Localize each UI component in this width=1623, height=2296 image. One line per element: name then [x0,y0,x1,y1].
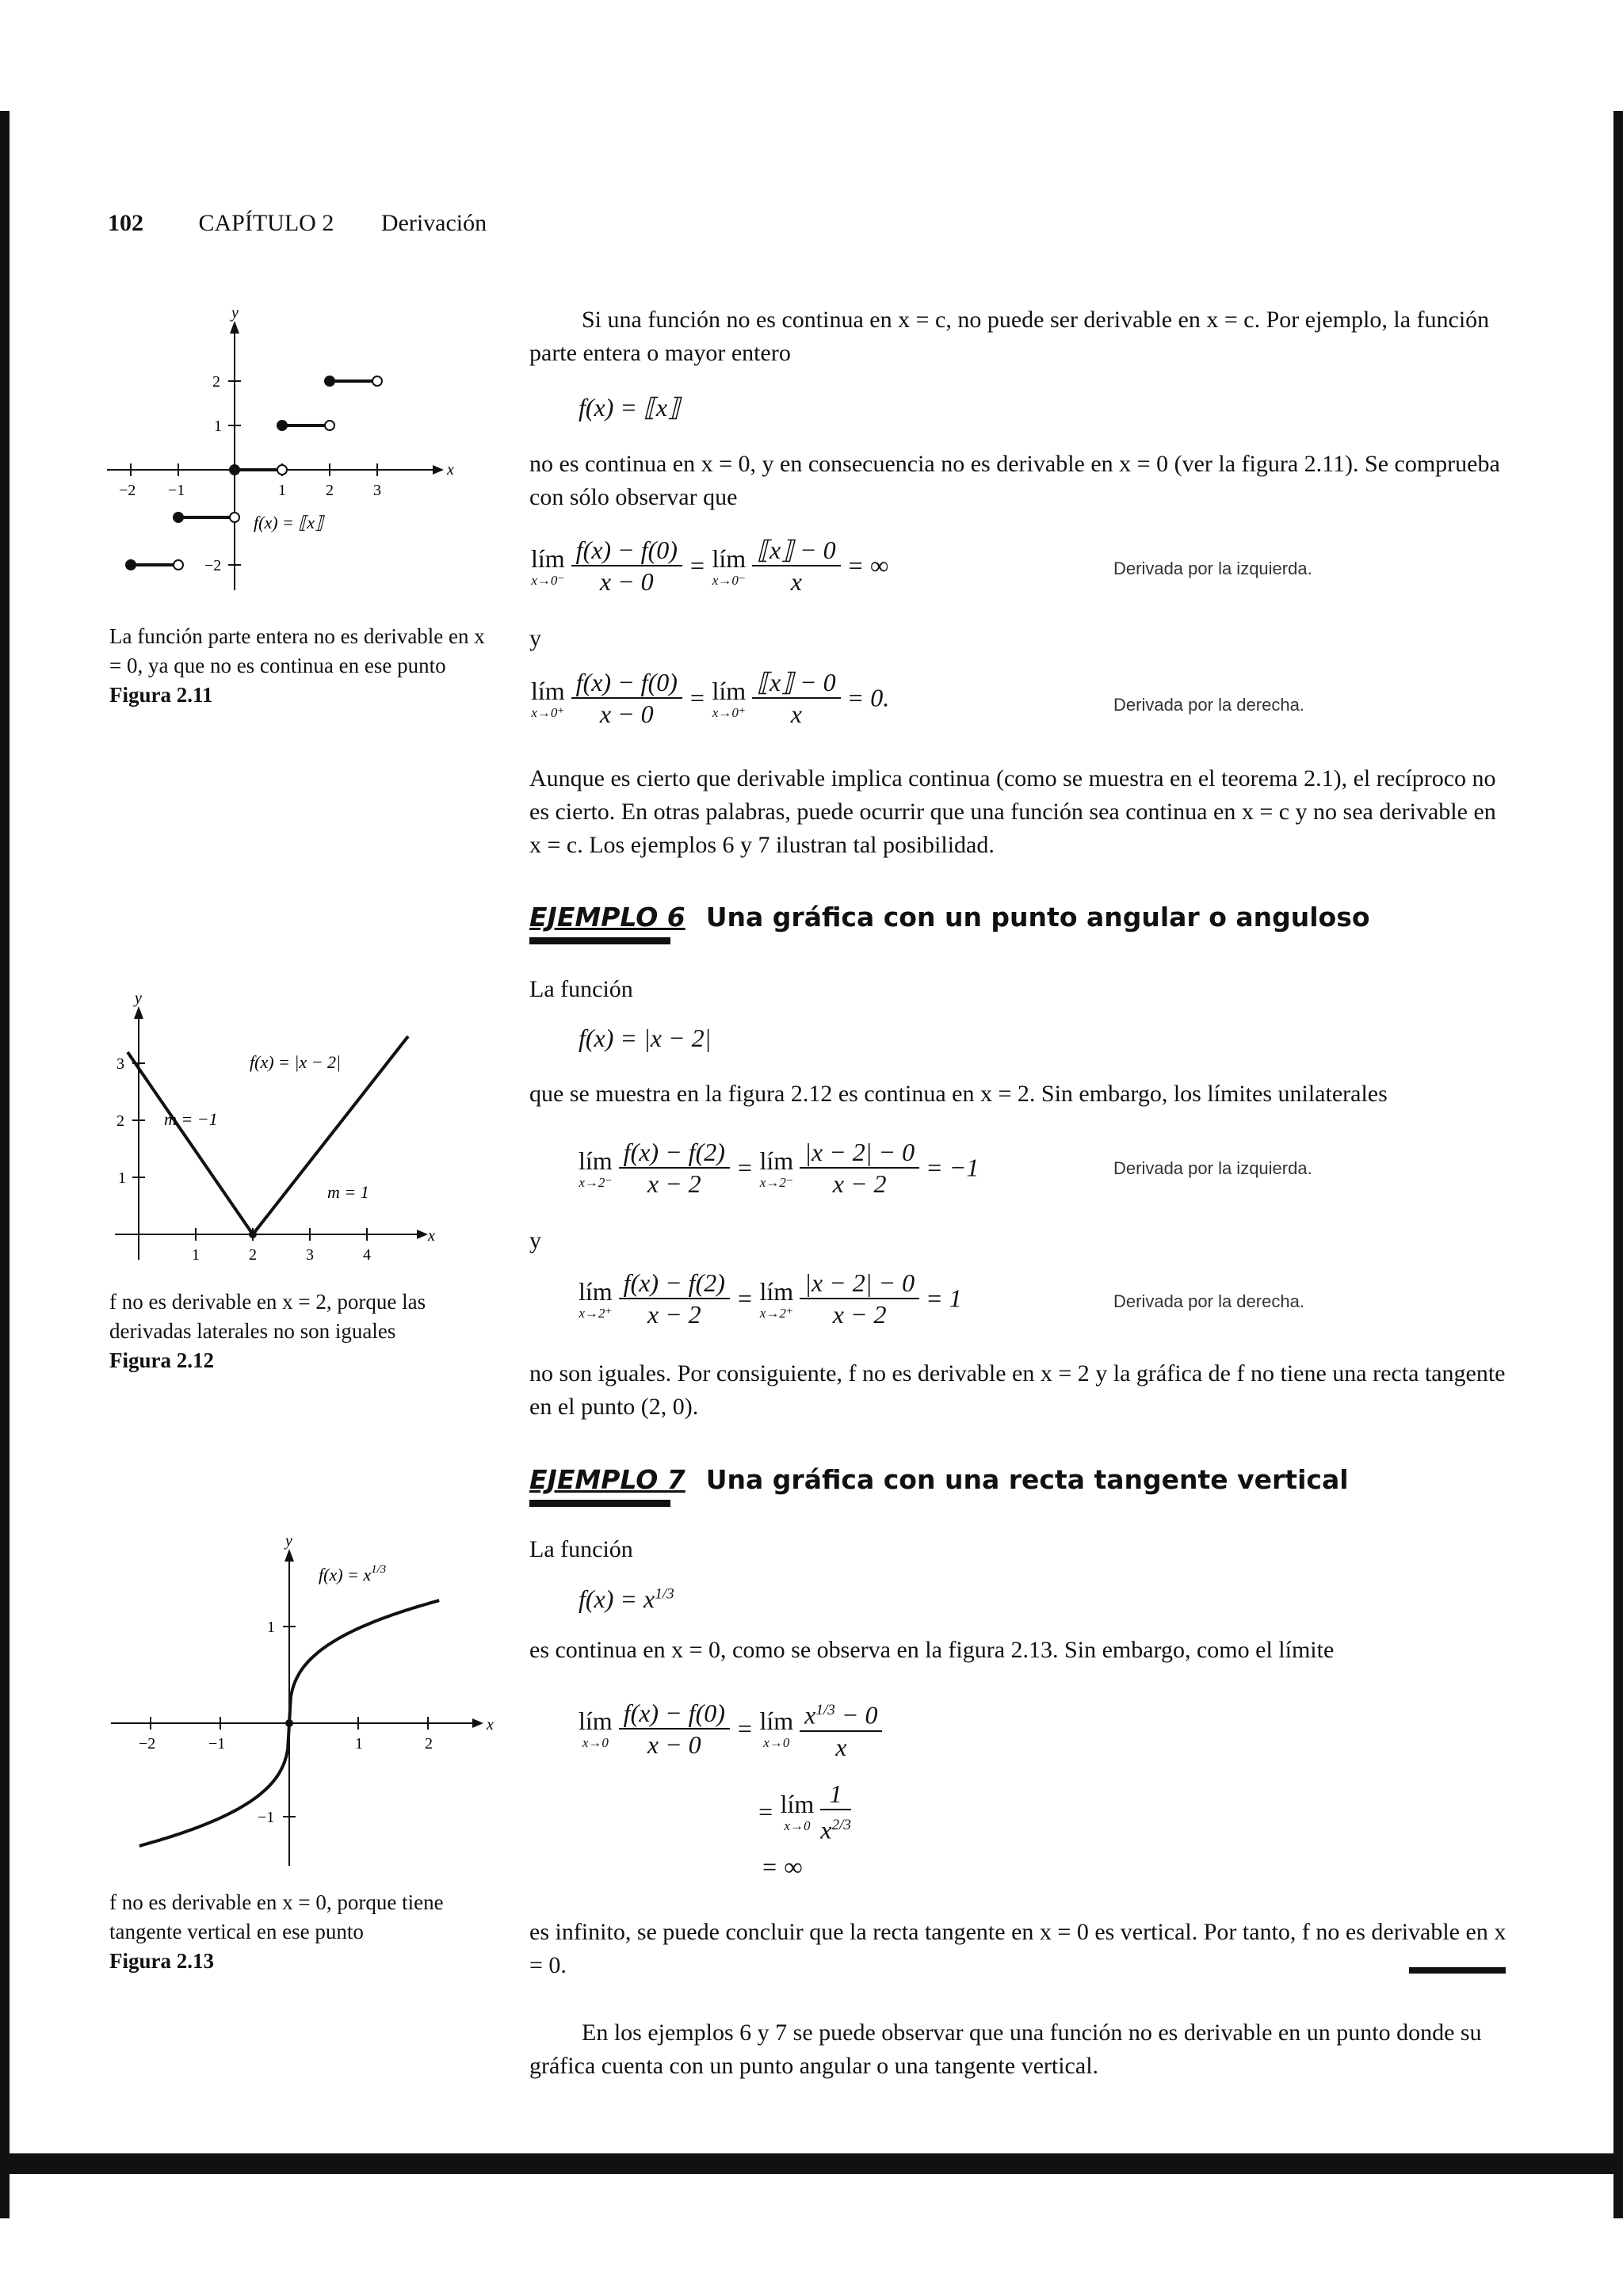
y-tick-label: 2 [212,373,220,391]
example-6-p3: no son iguales. Por consiguiente, f no es derivable en x = 2 y la gráfica de f no tiene una recta tangente en el punto (2, 0). [529,1360,1506,1420]
slope-right-label: m = 1 [327,1182,369,1202]
limit-left-2: lím x→2⁻ $\frac{f(x) - f(2)}{x - 2}$ = lím x→2⁻ $\frac{|x - 2| - 0}{x - 2}$ = −1 [579,1138,980,1198]
y-tick-label: 1 [118,1169,126,1187]
closed-point [231,466,239,474]
intro-paragraph-3: Aunque es cierto que derivable implica continua (como se muestra en el teorema 2.1), el recíproco no es cierto. En otras palabras, puede ocurrir que una función sea continua en x = c y no sea derivable en x = c. Los ejemplos 6 y 7 ilustran tal posibilidad. [529,765,1496,858]
y-axis-arrow [230,321,239,334]
x-tick-label: 1 [192,1246,200,1264]
caption-text: La función parte entera no es derivable en x = 0, ya que no es continua en ese punto [109,624,485,677]
closed-point [174,513,182,521]
intro-paragraph-1: Si una función no es continua en x = c, no puede ser derivable en x = c. Por ejemplo, la función parte entera o mayor entero [529,307,1490,366]
example-7-title: Una gráfica con una recta tangente vertical [705,1464,1349,1495]
bottom-edge-bar [0,2153,1623,2174]
example-7-bar [529,1500,670,1507]
example-6-tag: EJEMPLO 6 [529,902,685,933]
x-tick-label: −2 [119,482,136,499]
left-edge-bar [0,111,10,2218]
x-tick-label: 2 [249,1246,257,1264]
right-derivative-note: Derivada por la derecha. [1113,1291,1304,1311]
y-axis-arrow [285,1549,294,1562]
x-tick-label: 3 [306,1246,314,1264]
example-7-heading [529,1464,1349,1495]
example-6-bar [529,937,670,944]
figure-label: Figura 2.12 [109,1348,214,1372]
open-point [230,513,239,522]
chapter-label: CAPÍTULO 2 [198,210,334,236]
page-number: 102 [108,210,143,236]
x-tick-label: −1 [168,482,185,499]
x-axis-label: x [428,1227,435,1245]
limit-cube-root-line2: = lím x→0 $\frac{1}{x^{2/3}}$ [757,1779,851,1844]
x-tick-label: 4 [363,1246,371,1264]
x-tick-label: 1 [355,1735,363,1753]
limit-left-0: lím x→0⁻ $\frac{f(x) - f(0)}{x - 0}$ = lím x→0⁻ $\frac{⟦x⟧ - 0}{x}$ = ∞ [531,536,889,596]
y-tick-label: −1 [258,1809,275,1826]
limit-cube-root: lím x→0 $\frac{f(x) - f(0)}{x - 0}$ = lím x→0 $\frac{x^{1/3} - 0}{x}$ [579,1695,882,1762]
right-edge-bar [1613,111,1623,2218]
closed-point [127,561,135,569]
y-tick-label: 2 [116,1112,124,1130]
example-7-formula [579,1585,674,1614]
intro-paragraph-2: no es continua en x = 0, y en consecuencia no es derivable en x = 0 (ver la figura 2.11). Se comprueba con sólo observar que [529,451,1500,510]
closed-point [326,377,334,385]
limit-right-0: lím x→0⁺ $\frac{f(x) - f(0)}{x - 0}$ = lím x→0⁺ $\frac{⟦x⟧ - 0}{x}$ = 0. [531,668,890,728]
open-point [325,421,334,430]
x-tick-label: −1 [208,1735,226,1753]
example-7-p3: es infinito, se puede concluir que la recta tangente en x = 0 es vertical. Por tanto, f no es derivable en x = 0. [529,1919,1507,1978]
open-point [174,560,183,570]
example-6-p1: La función [529,976,633,1002]
y-connector: y [529,625,541,651]
y-axis-label: y [135,990,142,1007]
page-header [108,210,487,237]
caption-2-11 [109,622,498,710]
x-tick-label: 2 [425,1735,433,1753]
figure-2-13 [95,1533,507,1882]
closed-point [278,421,286,429]
right-derivative-note: Derivada por la derecha. [1113,695,1304,715]
x-tick-label: 2 [326,482,334,499]
caption-text: f no es derivable en x = 2, porque las derivadas laterales no son iguales [109,1290,426,1343]
caption-2-13 [109,1888,498,1976]
figure-label: Figura 2.13 [109,1949,214,1973]
y-connector: y [529,1227,541,1253]
y-tick-label: 1 [267,1619,275,1636]
open-point [372,376,382,386]
origin-point [285,1719,293,1727]
function-label: $f(x) = x^{1/3}$ [319,1563,387,1585]
caption-text: f no es derivable en x = 0, porque tiene tangente vertical en ese punto [109,1890,444,1943]
figure-label: Figura 2.11 [109,683,213,707]
function-label: f(x) = ⟦x⟧ [254,513,323,532]
example-6-title: Una gráfica con un punto angular o anguloso [705,902,1370,933]
y-tick-label: −2 [204,557,222,574]
intro-formula: f(x) = ⟦x⟧ [579,393,680,421]
left-derivative-note: Derivada por la izquierda. [1113,1158,1312,1178]
x-axis-label: x [447,461,454,479]
formula-text: $f(x) = x^{1/3}$ [579,1585,674,1613]
slope-left-label: m = −1 [164,1109,218,1129]
figure-2-12 [107,990,472,1268]
corner-point [249,1230,257,1238]
x-tick-label: −2 [139,1735,156,1753]
end-of-example-bar [1409,1967,1506,1974]
example-7-p2: es continua en x = 0, como se observa en la figura 2.13. Sin embargo, como el límite [529,1637,1335,1663]
y-axis-arrow [134,1006,143,1019]
y-tick-label: 3 [116,1055,124,1073]
example-6-heading [529,902,1370,933]
y-axis-label: y [231,305,239,322]
closing-paragraph: En los ejemplos 6 y 7 se puede observar que una función no es derivable en un punto donde su gráfica cuenta con un punto angular o una tangente vertical. [529,2019,1482,2079]
x-axis-arrow [433,465,444,475]
open-point [277,465,287,475]
example-7-tag: EJEMPLO 7 [529,1464,685,1495]
y-axis-label: y [285,1533,292,1550]
section-label: Derivación [380,210,487,236]
example-6-formula: f(x) = |x − 2| [579,1024,712,1052]
example-6-p2: que se muestra en la figura 2.12 es continua en x = 2. Sin embargo, los límites unilaterales [529,1081,1388,1107]
function-label: f(x) = |x − 2| [250,1052,342,1072]
figure-2-11 [95,305,468,614]
limit-right-2: lím x→2⁺ $\frac{f(x) - f(2)}{x - 2}$ = lím x→2⁺ $\frac{|x - 2| - 0}{x - 2}$ = 1 [579,1268,962,1329]
x-tick-label: 3 [373,482,381,499]
x-axis-label: x [487,1716,494,1733]
y-tick-label: 1 [214,418,222,435]
caption-2-12 [109,1287,498,1375]
limit-cube-root-line3: = ∞ [761,1852,803,1881]
example-7-p1: La función [529,1536,633,1562]
x-axis-arrow [417,1230,428,1239]
x-axis-arrow [472,1718,483,1728]
x-tick-label: 1 [278,482,286,499]
left-derivative-note: Derivada por la izquierda. [1113,559,1312,578]
